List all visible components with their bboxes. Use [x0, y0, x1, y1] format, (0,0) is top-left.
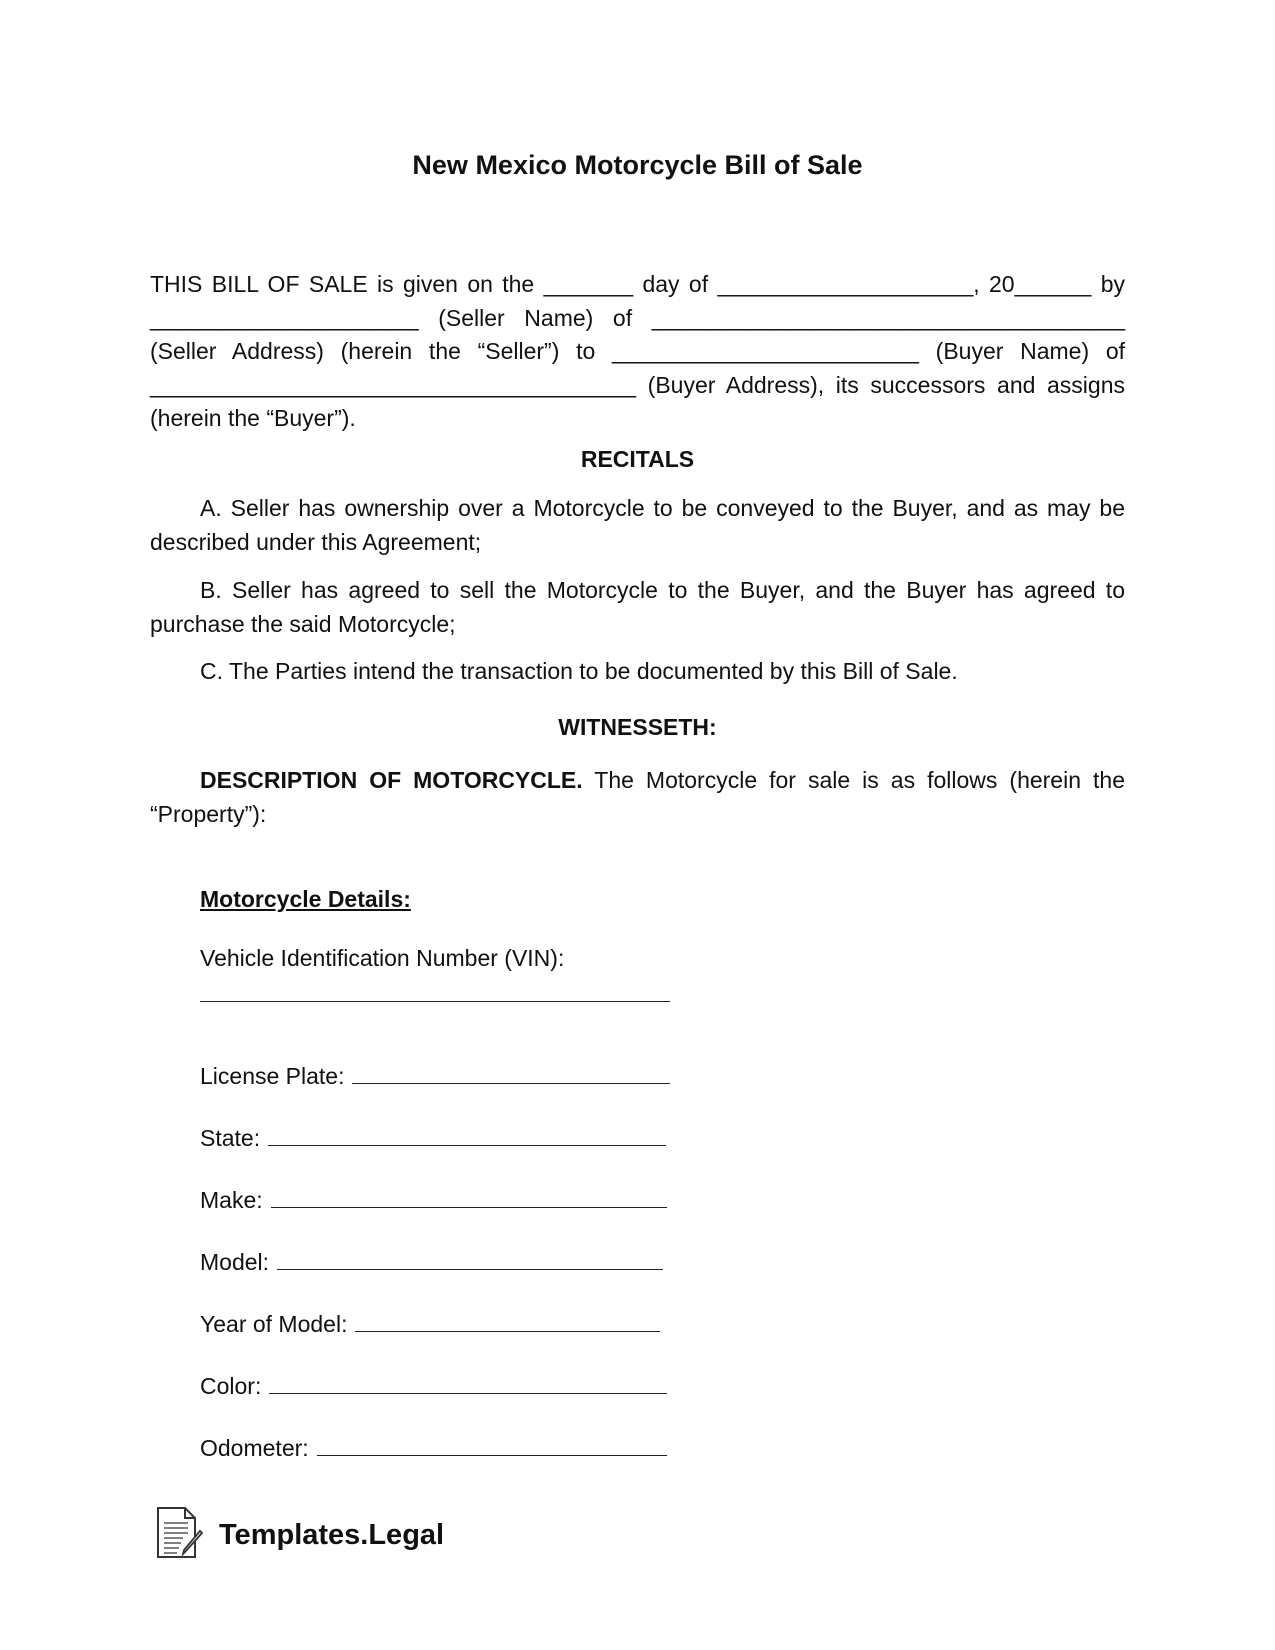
year-blank[interactable]: [355, 1330, 660, 1332]
vin-label: Vehicle Identification Number (VIN):: [200, 945, 565, 971]
vin-blank[interactable]: [200, 1000, 670, 1002]
year-field[interactable]: [200, 1311, 660, 1338]
templates-legal-logo: [155, 1505, 444, 1566]
license-plate-label: License Plate:: [200, 1063, 345, 1089]
recital-b: B. Seller has agreed to sell the Motorcycle to the Buyer, and the Buyer has agreed to purchase the said Motorcycle;: [150, 577, 1125, 637]
description-paragraph: [150, 764, 1125, 831]
model-blank[interactable]: [277, 1268, 663, 1270]
odometer-blank[interactable]: [317, 1454, 667, 1456]
odometer-field[interactable]: [200, 1435, 667, 1462]
intro-paragraph: THIS BILL OF SALE is given on the _______ day of ____________________, 20______ by _____________________ (Seller Name) of _____________________________________ (Seller Address) (herein the “Seller”) to ________________________ (Buyer Name) of ______________________________________ (Buyer Address), its successors and assigns (herein the “Buyer”).: [150, 271, 1125, 431]
color-label: Color:: [200, 1373, 262, 1399]
document-pen-icon: [155, 1505, 205, 1566]
recital-a: A. Seller has ownership over a Motorcycle to be conveyed to the Buyer, and as may be described under this Agreement;: [150, 495, 1125, 555]
state-label: State:: [200, 1125, 261, 1151]
logo-text: Templates.Legal: [219, 1519, 445, 1551]
license-plate-blank[interactable]: [352, 1082, 670, 1084]
vin-field[interactable]: [200, 1000, 670, 1002]
color-blank[interactable]: [269, 1392, 667, 1394]
model-field[interactable]: [200, 1249, 663, 1276]
document-title: New Mexico Motorcycle Bill of Sale: [412, 150, 863, 180]
state-blank[interactable]: [268, 1144, 666, 1146]
recitals-heading: RECITALS: [580, 446, 695, 472]
model-label: Model:: [200, 1249, 270, 1275]
state-field[interactable]: [200, 1125, 666, 1152]
recital-c: C. The Parties intend the transaction to be documented by this Bill of Sale.: [200, 658, 958, 684]
odometer-label: Odometer:: [200, 1435, 309, 1461]
description-text: The Motorcycle for sale is as follows (herein the “Property”):: [150, 767, 1125, 827]
year-label: Year of Model:: [200, 1311, 348, 1337]
make-label: Make:: [200, 1187, 263, 1213]
motorcycle-details-heading: Motorcycle Details:: [200, 886, 411, 912]
make-field[interactable]: [200, 1187, 667, 1214]
witnesseth-heading: WITNESSETH:: [558, 714, 717, 740]
description-label: DESCRIPTION OF MOTORCYCLE.: [200, 767, 583, 793]
color-field[interactable]: [200, 1373, 667, 1400]
make-blank[interactable]: [271, 1206, 667, 1208]
license-plate-field[interactable]: [200, 1063, 670, 1090]
